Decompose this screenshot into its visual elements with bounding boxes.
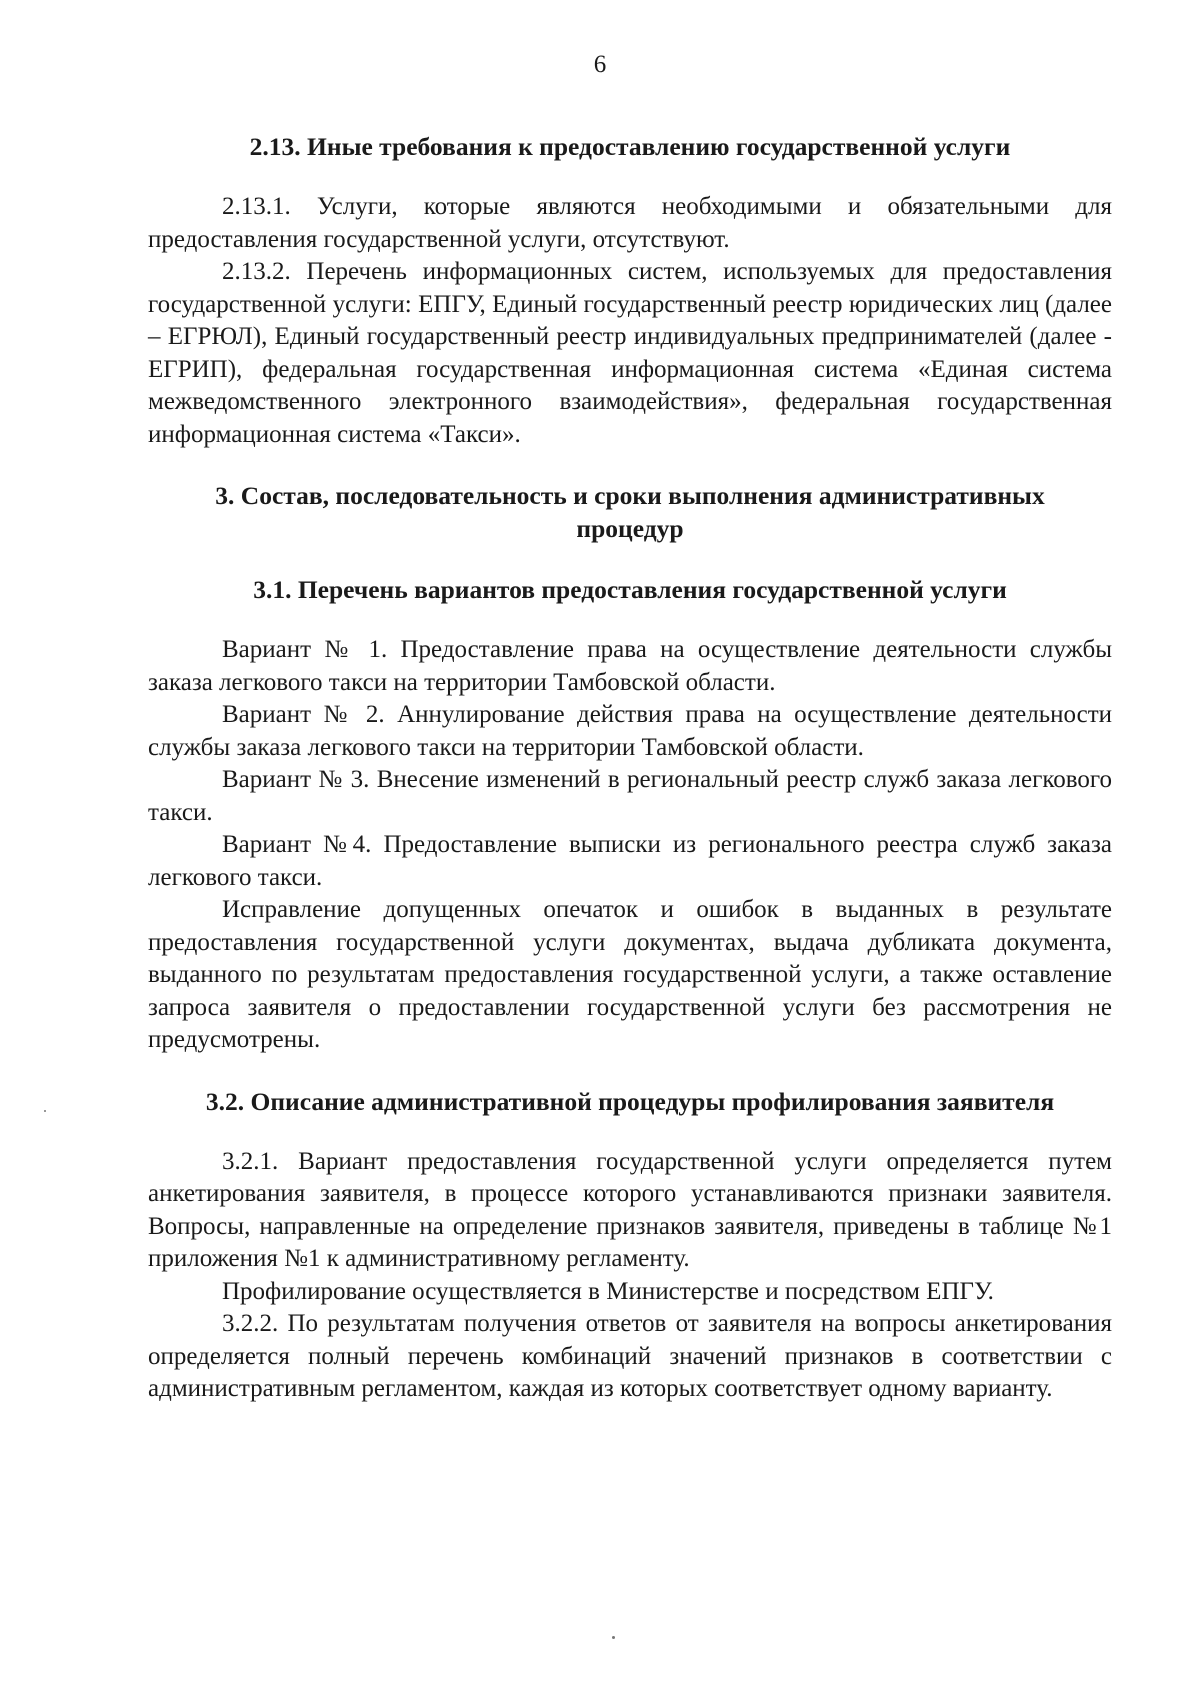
variant-2-paragraph: Вариант № 2. Аннулирование действия права на осуществление деятельности службы заказа легкового такси на территории Тамбовской области. <box>148 701 1112 761</box>
paragraph-2-13-2: 2.13.2. Перечень информационных систем, используемых для предоставления государственной услуги: ЕПГУ, Единый государственный реестр юридических лиц (далее – ЕГРЮЛ), Единый государственный реестр индивидуальных предпринимателей (далее - ЕГРИП), федеральная государственная информационная система «Единая система межведомственного электронного взаимодействия», федеральная государственная информационная система «Такси». <box>148 258 1112 448</box>
variant-3-paragraph: Вариант № 3. Внесение изменений в региональный реестр служб заказа легкового такси. <box>148 766 1112 826</box>
scan-speck <box>612 1636 615 1639</box>
section-3-heading-line2: процедур <box>576 514 684 543</box>
section-3-1-heading: 3.1. Перечень вариантов предоставления государственной услуги <box>253 575 1007 604</box>
page-number: 6 <box>593 51 607 78</box>
corrections-paragraph: Исправление допущенных опечаток и ошибок в выданных в результате предоставления государственной услуги документах, выдача дубликата документа, выданного по результатам предоставления государственной услуги, а также оставление запроса заявителя о предоставлении государственной услуги без рассмотрения не предусмотрены. <box>148 896 1112 1053</box>
paragraph-3-2-2: 3.2.2. По результатам получения ответов от заявителя на вопросы анкетирования определяется полный перечень комбинаций значений признаков в соответствии с административным регламентом, каждая из которых соответствует одному варианту. <box>148 1310 1112 1402</box>
document-body <box>148 130 1112 1406</box>
scan-speck-left <box>44 1110 46 1112</box>
section-3-heading <box>148 479 1112 545</box>
variant-4-paragraph: Вариант №4. Предоставление выписки из регионального реестра служб заказа легкового такси. <box>148 831 1112 891</box>
variant-1-paragraph: Вариант № 1. Предоставление права на осуществление деятельности службы заказа легкового такси на территории Тамбовской области. <box>148 636 1112 696</box>
profiling-paragraph: Профилирование осуществляется в Министерстве и посредством ЕПГУ. <box>222 1277 994 1305</box>
section-3-2-heading: 3.2. Описание административной процедуры профилирования заявителя <box>205 1086 1055 1116</box>
section-2-13-heading: 2.13. Иные требования к предоставлению государственной услуги <box>249 132 1011 161</box>
paragraph-3-2-1: 3.2.1. Вариант предоставления государственной услуги определяется путем анкетирования заявителя, в процессе которого устанавливаются признаки заявителя. Вопросы, направленные на определение признаков заявителя, приведены в таблице №1 приложения №1 к административному регламенту. <box>148 1147 1112 1272</box>
section-3-heading-line1: 3. Состав, последовательность и сроки выполнения административных <box>215 481 1045 510</box>
paragraph-2-13-1: 2.13.1. Услуги, которые являются необходимыми и обязательными для предоставления государственной услуги, отсутствуют. <box>148 193 1112 253</box>
